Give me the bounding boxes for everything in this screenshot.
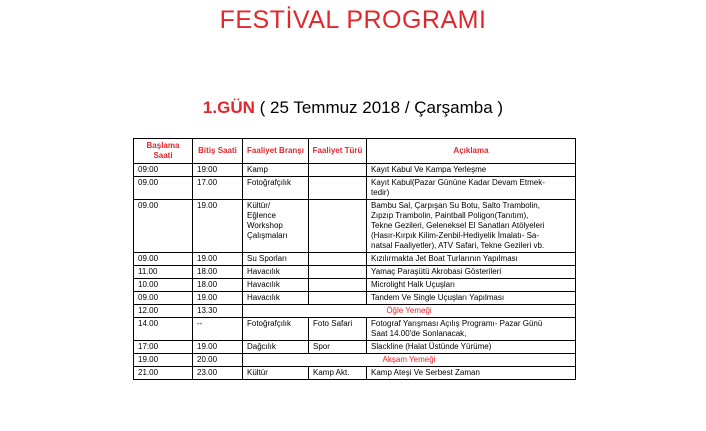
end-time-cell: 13.30 xyxy=(193,305,243,318)
branch-cell: Havacılık xyxy=(243,292,309,305)
type-cell xyxy=(309,279,367,292)
table-header-row xyxy=(134,139,576,164)
type-cell: Foto Safari xyxy=(309,318,367,341)
branch-cell: Dağcılık xyxy=(243,341,309,354)
description-cell: Bambu Sal, Çarpışan Su Botu, Salto Trambolin, Zıpzıp Trambolin, Paintball Poligon(Tanıtım), Tekne Gezileri, Geleneksel El Sanatları Atölyeleri (Hasır-Kırpık Kilim-Zenbil-Hediyelik İmalatı- Sa- natsal Faaliyetler), ATV Safari, Tekne Gezileri vb. xyxy=(367,200,576,253)
meal-break-cell: Akşam Yemeği xyxy=(243,354,576,367)
branch-cell: Fotoğrafçılık xyxy=(243,177,309,200)
table-row xyxy=(134,253,576,266)
end-time-cell: 19.00 xyxy=(193,292,243,305)
start-time-cell: 10.00 xyxy=(134,279,193,292)
meal-break-cell: Öğle Yemeği xyxy=(243,305,576,318)
branch-cell: Kültür xyxy=(243,367,309,380)
table-row xyxy=(134,305,576,318)
description-cell: Kayıt Kabul(Pazar Gününe Kadar Devam Etmek- tedir) xyxy=(367,177,576,200)
end-time-cell: 19.00 xyxy=(193,200,243,253)
description-cell: Microlight Halk Uçuşları xyxy=(367,279,576,292)
start-time-cell: 09.00 xyxy=(134,200,193,253)
description-cell: Tandem Ve Single Uçuşları Yapılması xyxy=(367,292,576,305)
description-cell: Yamaç Paraşütü Akrobasi Gösterileri xyxy=(367,266,576,279)
end-time-cell: 19.00 xyxy=(193,253,243,266)
end-time-cell: 18.00 xyxy=(193,266,243,279)
branch-cell: Su Sporları xyxy=(243,253,309,266)
type-cell xyxy=(309,266,367,279)
start-time-cell: 09:00 xyxy=(134,164,193,177)
end-time-cell: 20.00 xyxy=(193,354,243,367)
end-time-cell: 23.00 xyxy=(193,367,243,380)
table-row xyxy=(134,292,576,305)
end-time-cell: 17.00 xyxy=(193,177,243,200)
day-heading xyxy=(0,98,706,118)
table-row xyxy=(134,200,576,253)
table-row xyxy=(134,341,576,354)
description-cell: Slackline (Halat Üstünde Yürüme) xyxy=(367,341,576,354)
day-date: ( 25 Temmuz 2018 / Çarşamba ) xyxy=(254,98,504,117)
description-cell: Fotograf Yarışması Açılış Programı- Pazar Günü Saat 14.00'de Sonlanacak, xyxy=(367,318,576,341)
table-row xyxy=(134,279,576,292)
end-time-cell: 19:00 xyxy=(193,164,243,177)
start-time-cell: 21.00 xyxy=(134,367,193,380)
table-row xyxy=(134,177,576,200)
program-table xyxy=(133,138,576,380)
type-cell xyxy=(309,200,367,253)
type-cell xyxy=(309,164,367,177)
column-header: Bitiş Saati xyxy=(193,139,243,164)
start-time-cell: 11.00 xyxy=(134,266,193,279)
table-row xyxy=(134,164,576,177)
table-row xyxy=(134,318,576,341)
type-cell: Kamp Akt. xyxy=(309,367,367,380)
table-row xyxy=(134,354,576,367)
start-time-cell: 09.00 xyxy=(134,292,193,305)
type-cell xyxy=(309,177,367,200)
end-time-cell: 19.00 xyxy=(193,341,243,354)
type-cell: Spor xyxy=(309,341,367,354)
start-time-cell: 17:00 xyxy=(134,341,193,354)
description-cell: Kızılırmakta Jet Boat Turlarının Yapılması xyxy=(367,253,576,266)
branch-cell: Kültür/ Eğlence Workshop Çalışmaları xyxy=(243,200,309,253)
table-row xyxy=(134,367,576,380)
start-time-cell: 09.00 xyxy=(134,253,193,266)
table-row xyxy=(134,266,576,279)
description-cell: Kamp Ateşi Ve Serbest Zaman xyxy=(367,367,576,380)
type-cell xyxy=(309,253,367,266)
column-header: Faaliyet Branşı xyxy=(243,139,309,164)
branch-cell: Havacılık xyxy=(243,279,309,292)
start-time-cell: 09.00 xyxy=(134,177,193,200)
branch-cell: Kamp xyxy=(243,164,309,177)
end-time-cell: 18.00 xyxy=(193,279,243,292)
start-time-cell: 19.00 xyxy=(134,354,193,367)
start-time-cell: 14.00 xyxy=(134,318,193,341)
description-cell: Kayıt Kabul Ve Kampa Yerleşme xyxy=(367,164,576,177)
end-time-cell: -- xyxy=(193,318,243,341)
column-header: Faaliyet Türü xyxy=(309,139,367,164)
day-label: 1.GÜN xyxy=(202,98,255,117)
column-header: Açıklama xyxy=(367,139,576,164)
start-time-cell: 12.00 xyxy=(134,305,193,318)
branch-cell: Fotoğrafçılık xyxy=(243,318,309,341)
page-title: FESTİVAL PROGRAMI xyxy=(219,6,487,34)
type-cell xyxy=(309,292,367,305)
branch-cell: Havacılık xyxy=(243,266,309,279)
column-header: Başlama Saati xyxy=(134,139,193,164)
